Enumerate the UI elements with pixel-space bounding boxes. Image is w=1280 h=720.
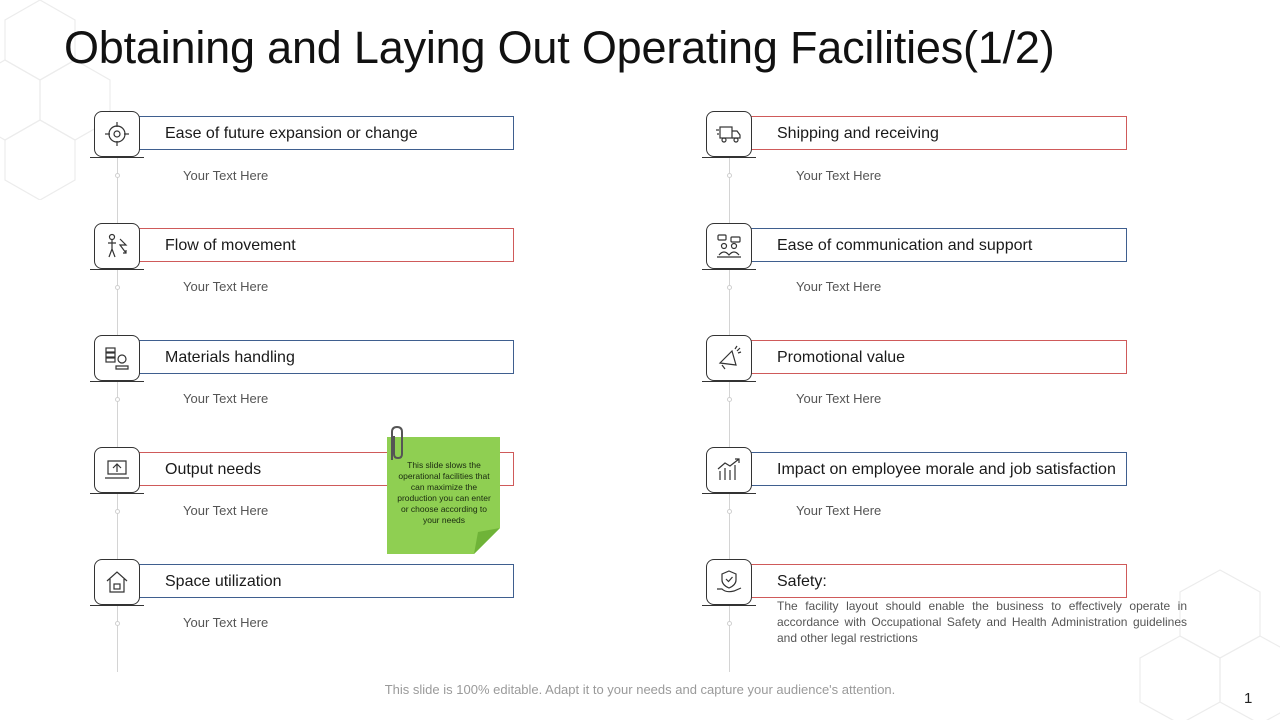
item-subtext-communication: Your Text Here [796,279,882,294]
icon-frame-materials [94,335,140,381]
house-space-icon [104,569,130,595]
footer-text: This slide is 100% editable. Adapt it to your needs and capture your audience's attention. [384,682,896,697]
timeline-dot [115,173,120,178]
item-label-shipping: Shipping and receiving [777,125,939,142]
icon-underline [702,269,756,270]
item-subtext-shipping: Your Text Here [796,168,882,183]
person-movement-icon [104,233,130,259]
item-label-output: Output needs [165,461,262,478]
timeline-dot [727,509,732,514]
item-label-morale: Impact on employee morale and job satisfaction [777,461,1116,478]
icon-underline [90,605,144,606]
icon-underline [90,157,144,158]
timeline-dot [115,509,120,514]
item-label-promotional: Promotional value [777,349,906,366]
timeline-dot [727,621,732,626]
icon-frame-shipping [706,111,752,157]
timeline-dot [727,397,732,402]
timeline-dot [727,173,732,178]
sticky-note-text: This slide slows the operational facilities that can maximize the production you can enter or choose according to your needs [397,460,491,525]
icon-underline [702,605,756,606]
item-subtext-expansion: Your Text Here [183,168,269,183]
icon-frame-morale [706,447,752,493]
item-label-flow: Flow of movement [165,237,296,254]
icon-underline [702,381,756,382]
item-subtext-morale: Your Text Here [796,503,882,518]
slide-title: Obtaining and Laying Out Operating Facilities(1/2) [64,22,1055,73]
icon-frame-flow [94,223,140,269]
icon-frame-expansion [94,111,140,157]
icon-frame-output [94,447,140,493]
materials-handling-icon [104,345,130,371]
megaphone-icon [716,345,742,371]
icon-underline [702,493,756,494]
icon-underline [90,269,144,270]
upload-laptop-icon [104,457,130,483]
page-number: 1 [1244,690,1253,707]
timeline-dot [115,285,120,290]
growth-chart-icon [716,457,742,483]
icon-frame-communication [706,223,752,269]
icon-underline [90,381,144,382]
timeline-dot [115,621,120,626]
item-label-communication: Ease of communication and support [777,237,1033,254]
item-subtext-flow: Your Text Here [183,279,269,294]
item-subtext-space: Your Text Here [183,615,269,630]
icon-frame-safety [706,559,752,605]
hand-shield-icon [716,569,742,595]
item-subtext-promotional: Your Text Here [796,391,882,406]
delivery-truck-icon [716,121,742,147]
icon-frame-promotional [706,335,752,381]
item-label-space: Space utilization [165,573,282,590]
paperclip-icon [384,424,410,464]
timeline-dot [115,397,120,402]
item-label-safety: Safety: [777,573,827,590]
sticky-note-fold [474,528,500,554]
icon-underline [702,157,756,158]
crosshair-gear-icon [104,121,130,147]
item-subtext-materials: Your Text Here [183,391,269,406]
icon-underline [90,493,144,494]
item-subtext-output: Your Text Here [183,503,269,518]
timeline-dot [727,285,732,290]
team-communication-icon [716,233,742,259]
safety-description: The facility layout should enable the business to effectively operate in accordance with Occupational Safety and Health Administration guidelines and other legal restrictions [777,599,1187,645]
item-label-expansion: Ease of future expansion or change [165,125,418,142]
icon-frame-space [94,559,140,605]
item-label-materials: Materials handling [165,349,295,366]
